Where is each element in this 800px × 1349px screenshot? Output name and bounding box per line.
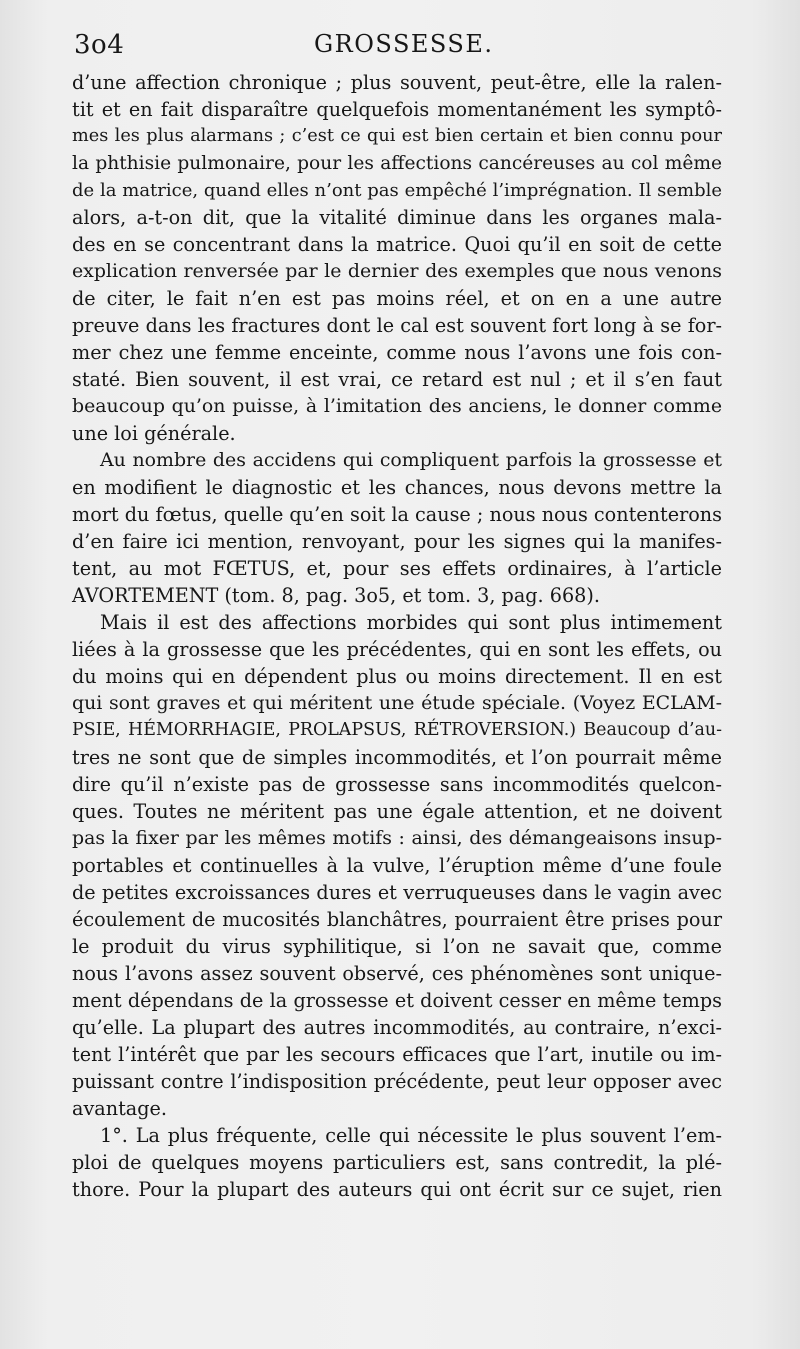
text-line: de la matrice, quand elles n’ont pas empêché l’imprégnation. Il semble	[72, 180, 722, 201]
text-line: une loi générale.	[72, 422, 236, 445]
text-line: ques. Toutes ne méritent pas une égale attention, et ne doivent	[72, 800, 722, 823]
text-line: qui sont graves et qui méritent une étude spéciale. (Voyez ECLAM-	[72, 692, 722, 714]
text-line: alors, a-t-on dit, que la vitalité diminue dans les organes mala-	[72, 206, 722, 229]
text-line: tit et en fait disparaître quelquefois momentanément les symptô-	[72, 98, 722, 121]
text-line: beaucoup qu’on puisse, à l’imitation des anciens, le donner comme	[72, 395, 722, 417]
paragraph-start: Au nombre des accidens qui compliquent parfois la grossesse et	[100, 449, 722, 471]
text-line: AVORTEMENT (tom. 8, pag. 3o5, et tom. 3, pag. 668).	[72, 584, 600, 607]
text-line: mer chez une femme enceinte, comme nous l’avons une fois con-	[72, 341, 722, 364]
text-line: tent l’intérêt que par les secours efficaces que l’art, inutile ou im-	[72, 1043, 722, 1066]
text-line: puissant contre l’indisposition précédente, peut leur opposer avec	[72, 1070, 722, 1093]
text-line: staté. Bien souvent, il est vrai, ce retard est nul ; et il s’en faut	[72, 368, 722, 391]
text-line: preuve dans les fractures dont le cal est souvent fort long à se for-	[72, 314, 722, 337]
page-number: 3o4	[74, 30, 125, 60]
text-line: d’une affection chronique ; plus souvent, peut-être, elle la ralen-	[72, 71, 722, 94]
text-line: thore. Pour la plupart des auteurs qui ont écrit sur ce sujet, rien	[72, 1178, 722, 1201]
text-line: d’en faire ici mention, renvoyant, pour les signes qui la manifes-	[72, 530, 722, 553]
text-line: la phthisie pulmonaire, pour les affections cancéreuses au col même	[72, 153, 722, 174]
text-line: des en se concentrant dans la matrice. Quoi qu’il en soit de cette	[72, 233, 722, 256]
text-line: de petites excroissances dures et verruqueuses dans le vagin avec	[72, 881, 722, 904]
running-head: GROSSESSE.	[314, 30, 494, 58]
text-line: ploi de quelques moyens particuliers est, sans contredit, la plé-	[72, 1151, 722, 1174]
text-line: qu’elle. La plupart des autres incommodités, au contraire, n’exci-	[72, 1016, 722, 1039]
text-line: portables et continuelles à la vulve, l’éruption même d’une foule	[72, 854, 722, 877]
text-line: explication renversée par le dernier des exemples que nous venons	[72, 260, 722, 282]
text-line: du moins qui en dépendent plus ou moins directement. Il en est	[72, 665, 722, 688]
paragraph-start: Mais il est des affections morbides qui sont plus intimement	[100, 611, 722, 634]
page-header	[74, 30, 724, 66]
text-line: pas la fixer par les mêmes motifs : ainsi, des démangeaisons insup-	[72, 827, 722, 849]
text-line: PSIE, HÉMORRHAGIE, PROLAPSUS, RÉTROVERSION.) Beaucoup d’au-	[72, 720, 722, 740]
text-line: tres ne sont que de simples incommodités, et l’on pourrait même	[72, 746, 722, 769]
text-line: liées à la grossesse que les précédentes, qui en sont les effets, ou	[72, 638, 722, 661]
paragraph-start: 1°. La plus fréquente, celle qui nécessite le plus souvent l’em-	[100, 1124, 722, 1147]
text-line: en modifient le diagnostic et les chances, nous devons mettre la	[72, 476, 722, 499]
text-line: avantage.	[72, 1097, 167, 1120]
text-line: tent, au mot FŒTUS, et, pour ses effets ordinaires, à l’article	[72, 557, 722, 580]
text-line: ment dépendans de la grossesse et doivent cesser en même temps	[72, 989, 722, 1012]
text-line: écoulement de mucosités blanchâtres, pourraient être prises pour	[72, 908, 722, 931]
text-line: dire qu’il n’existe pas de grossesse sans incommodités quelcon-	[72, 773, 722, 796]
body-text	[72, 69, 722, 1203]
text-line: mort du fœtus, quelle qu’en soit la cause ; nous nous contenterons	[72, 503, 722, 526]
text-line: nous l’avons assez souvent observé, ces phénomènes sont unique-	[72, 962, 722, 985]
text-line: mes les plus alarmans ; c’est ce qui est bien certain et bien connu pour	[72, 126, 722, 146]
text-line: de citer, le fait n’en est pas moins réel, et on en a une autre	[72, 287, 722, 310]
text-line: le produit du virus syphilitique, si l’on ne savait que, comme	[72, 935, 722, 958]
